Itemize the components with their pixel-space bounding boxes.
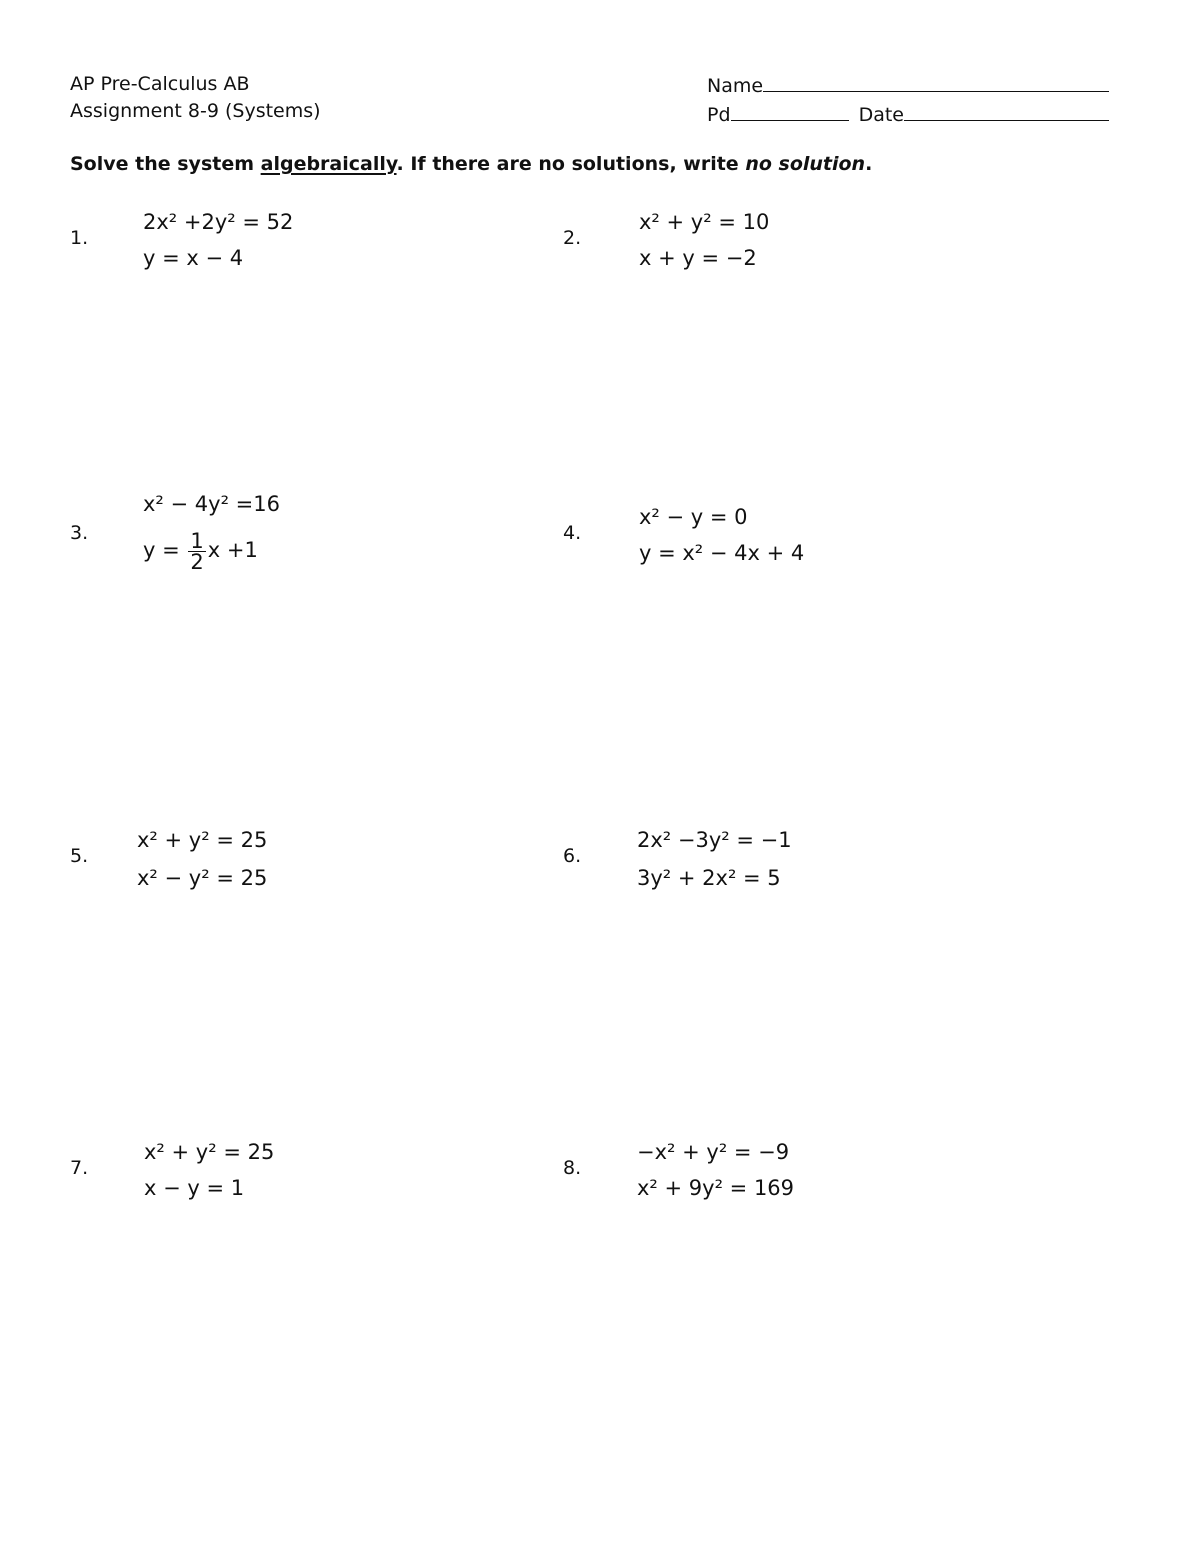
problem-6-eq2: 3y² + 2x² = 5 (637, 866, 781, 890)
instructions-italic: no solution (745, 153, 866, 175)
course-title: AP Pre-Calculus AB (70, 73, 250, 95)
header-left (70, 71, 321, 125)
problem-7-system (144, 1134, 274, 1206)
problem-5-eq1: x² + y² = 25 (137, 828, 268, 852)
problem-1-eq1: 2x² +2y² = 52 (143, 210, 294, 234)
fraction-numerator: 1 (190, 528, 204, 553)
problem-5-number: 5. (70, 845, 89, 867)
problem-1-number: 1. (70, 227, 89, 249)
problem-5-system (137, 821, 267, 897)
problem-6-number: 6. (563, 845, 582, 867)
problem-4-system (639, 499, 804, 571)
instructions-text-2: . If there are no solutions, write (396, 153, 746, 175)
problem-3-eq2 (143, 528, 280, 572)
header-right (707, 71, 1109, 129)
problem-7-eq1: x² + y² = 25 (144, 1140, 275, 1164)
problem-7-number: 7. (70, 1157, 89, 1179)
problem-8-number: 8. (563, 1157, 582, 1179)
date-label: Date (858, 104, 904, 126)
problem-1-eq2: y = x − 4 (143, 246, 244, 270)
assignment-title: Assignment 8-9 (Systems) (70, 100, 321, 122)
problem-6-eq1: 2x² −3y² = −1 (637, 828, 792, 852)
problem-3-eq1: x² − 4y² =16 (143, 492, 280, 516)
pd-field[interactable] (731, 100, 849, 121)
problem-4-eq2: y = x² − 4x + 4 (639, 541, 805, 565)
problem-3-eq2-left: y = (143, 538, 180, 562)
fraction-one-half (188, 528, 205, 574)
problem-4-number: 4. (563, 522, 582, 544)
problem-6-system (637, 821, 792, 897)
name-label: Name (707, 75, 764, 97)
pd-date-row (707, 100, 1109, 129)
problem-4-eq1: x² − y = 0 (639, 505, 748, 529)
problem-7-eq2: x − y = 1 (144, 1176, 245, 1200)
problem-8-system (637, 1134, 794, 1206)
pd-label: Pd (707, 104, 731, 126)
problem-5-eq2: x² − y² = 25 (137, 866, 268, 890)
name-field[interactable] (763, 71, 1109, 92)
problem-3-number: 3. (70, 522, 89, 544)
problem-2-eq2: x + y = −2 (639, 246, 757, 270)
name-row (707, 71, 1109, 100)
problem-2-system (639, 204, 769, 276)
problem-8-eq2: x² + 9y² = 169 (637, 1176, 795, 1200)
problem-3-eq2-right: x +1 (207, 538, 258, 562)
date-field[interactable] (904, 100, 1109, 121)
problem-2-number: 2. (563, 227, 582, 249)
instructions-underlined: algebraically (260, 153, 397, 175)
problem-3-system (143, 486, 280, 572)
problem-8-eq1: −x² + y² = −9 (637, 1140, 790, 1164)
instructions (70, 153, 872, 175)
fraction-denominator: 2 (190, 549, 204, 574)
problem-1-system (143, 204, 293, 276)
instructions-text-1: Solve the system (70, 153, 261, 175)
problem-2-eq1: x² + y² = 10 (639, 210, 770, 234)
instructions-text-3: . (865, 153, 873, 175)
